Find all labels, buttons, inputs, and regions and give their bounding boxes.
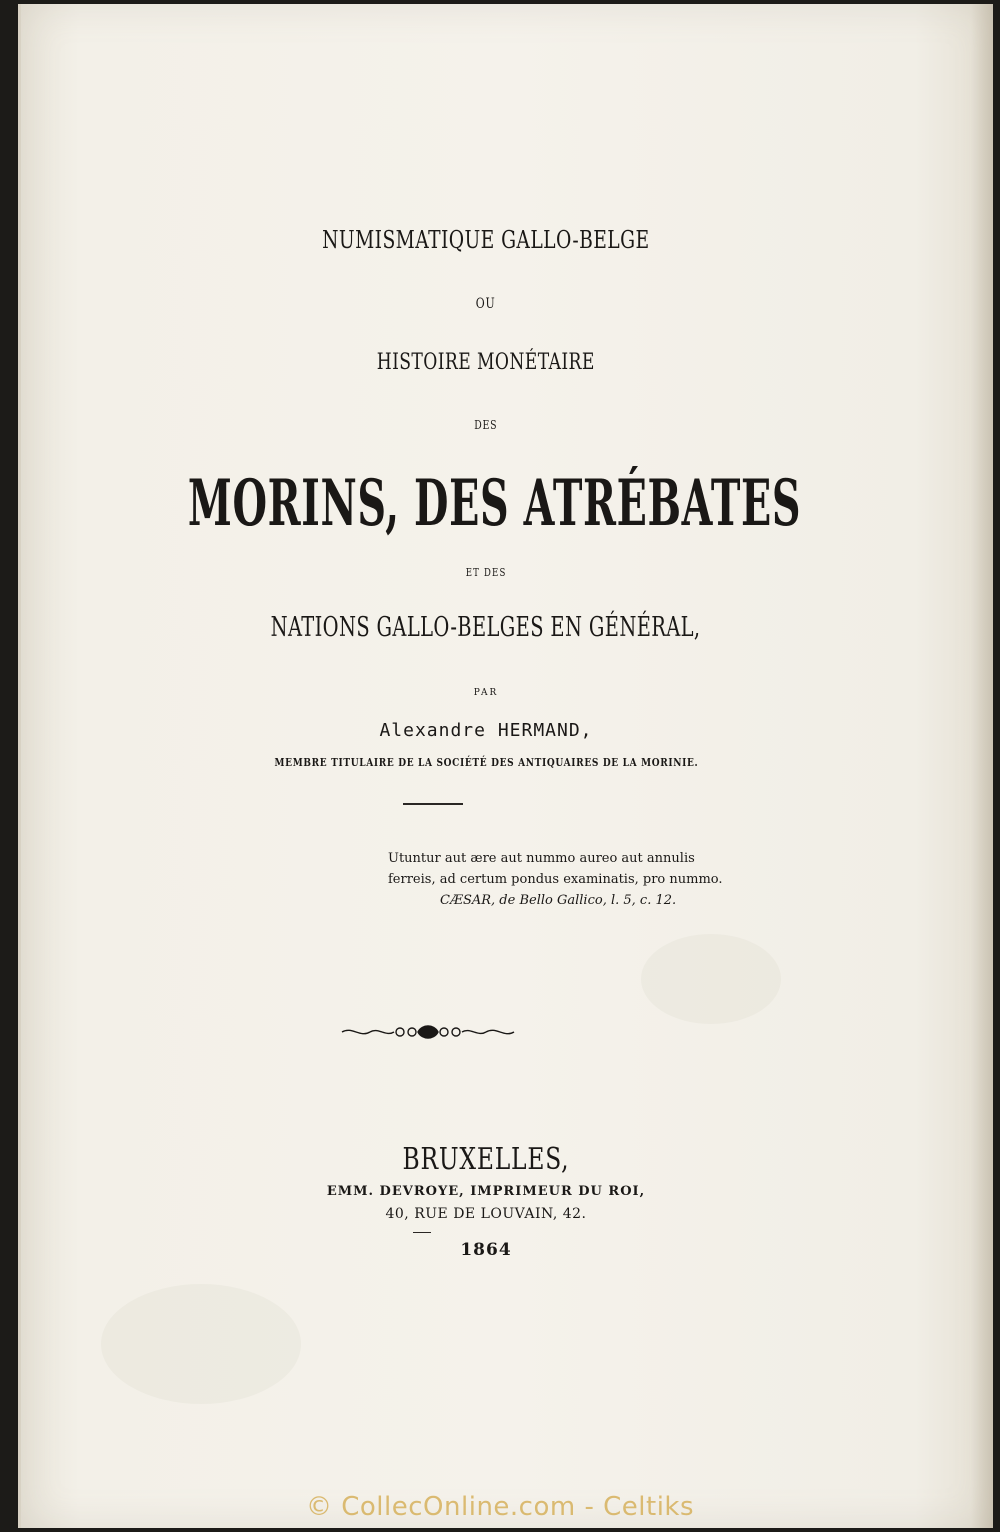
imprint-printer-text: EMM. DEVROYE, IMPRIMEUR DU ROI, xyxy=(326,1184,646,1199)
year-rule xyxy=(413,1232,431,1233)
title-line-4-text: NATIONS GALLO-BELGES EN GÉNÉRAL, xyxy=(271,612,701,643)
imprint-address-text: 40, RUE DE LOUVAIN, 42. xyxy=(385,1206,587,1222)
epigraph-line-2: ferreis, ad certum pondus examinatis, pro nummo. xyxy=(388,872,723,887)
watermark: © CollecOnline.com - Celtiks xyxy=(305,1492,695,1522)
page-edge-shadow xyxy=(971,4,993,1528)
imprint-printer xyxy=(0,1184,972,1199)
author-name xyxy=(0,720,972,741)
imprint-city-text: BRUXELLES, xyxy=(402,1142,570,1177)
main-title-text: MORINS, DES ATRÉBATES xyxy=(187,466,802,541)
title-line-4 xyxy=(0,612,972,643)
paper-stain xyxy=(101,1284,301,1404)
author-role xyxy=(0,756,972,769)
imprint-year xyxy=(0,1240,972,1260)
paper-stain xyxy=(641,934,781,1024)
epigraph-citation: CÆSAR, de Bello Gallico, l. 5, c. 12. xyxy=(440,893,677,908)
ornament-icon xyxy=(338,1022,518,1042)
imprint-year-text: 1864 xyxy=(460,1240,512,1260)
divider-rule xyxy=(403,803,463,805)
conjunction-des xyxy=(0,418,972,432)
title-line-1 xyxy=(0,226,972,254)
epigraph-line-1: Utuntur aut ære aut nummo aureo aut annulis xyxy=(388,851,695,866)
conjunction-des-text: DES xyxy=(474,418,498,432)
conjunction-et-des xyxy=(0,566,972,579)
epigraph xyxy=(388,848,723,911)
conjunction-et-des-text: ET DES xyxy=(465,566,507,579)
title-line-2-text: HISTOIRE MONÉTAIRE xyxy=(376,350,596,375)
conjunction-ou xyxy=(0,296,972,312)
by-label-text: PAR xyxy=(473,688,499,698)
imprint-city xyxy=(0,1142,972,1177)
title-line-2 xyxy=(0,350,972,375)
author-name-text: Alexandre HERMAND, xyxy=(379,720,593,741)
author-role-text: MEMBRE TITULAIRE DE LA SOCIÉTÉ DES ANTIQUAIRES DE LA MORINIE. xyxy=(274,756,698,769)
main-title xyxy=(0,466,972,541)
conjunction-ou-text: OU xyxy=(476,296,496,312)
by-label xyxy=(0,688,972,698)
title-line-1-text: NUMISMATIQUE GALLO-BELGE xyxy=(322,226,650,254)
imprint-address xyxy=(0,1206,972,1222)
